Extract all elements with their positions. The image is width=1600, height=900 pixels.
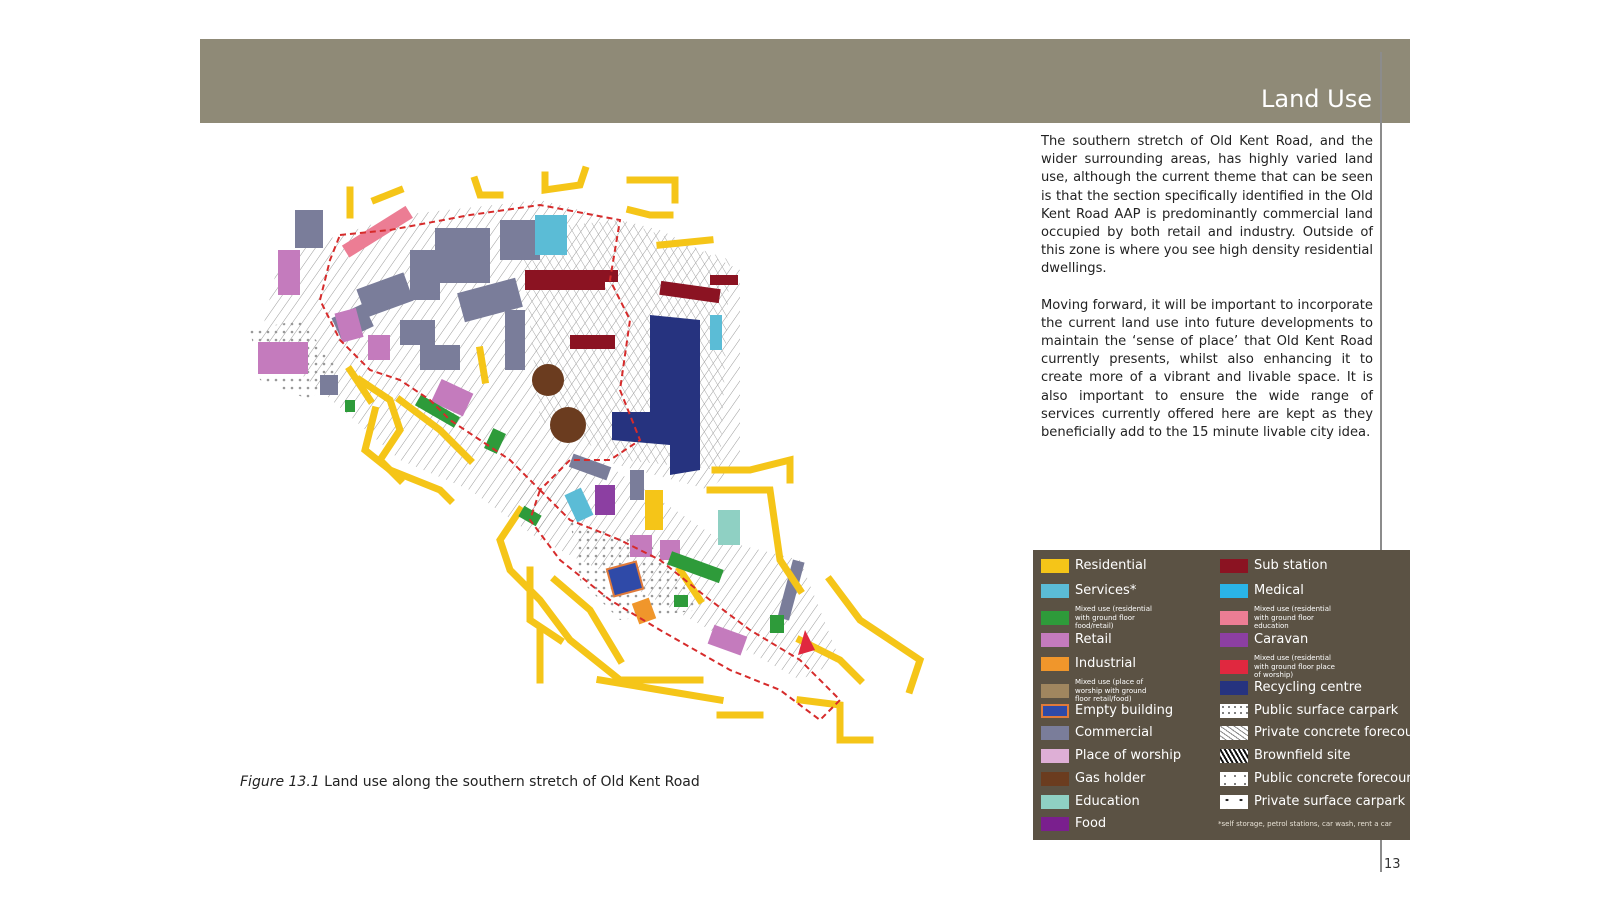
legend-label: Mixed use (residential with ground floor education (1254, 605, 1331, 630)
legend-label: Residential (1075, 558, 1147, 573)
legend-item (1220, 771, 1417, 786)
legend-item (1041, 605, 1163, 631)
body-text (1041, 133, 1373, 460)
legend-item (1041, 771, 1145, 786)
medical-building (710, 315, 722, 350)
figure-caption-text: Land use along the southern stretch of Old Kent Road (319, 774, 700, 790)
legend-label: Empty building (1075, 703, 1174, 718)
legend-item (1220, 794, 1405, 809)
legend-label: Recycling centre (1254, 680, 1362, 695)
legend-swatch (1041, 726, 1069, 740)
legend-label: Mixed use (residential with ground floor place of worship) (1254, 654, 1335, 679)
legend-swatch (1041, 749, 1069, 763)
industrial-building (645, 490, 663, 530)
legend-item (1041, 748, 1181, 763)
legend-label: Brownfield site (1254, 748, 1351, 763)
legend-swatch (1041, 684, 1069, 698)
legend-swatch (1041, 817, 1069, 831)
gas-holder (550, 407, 586, 443)
legend-swatch (1041, 657, 1069, 671)
legend-item (1041, 703, 1173, 718)
legend-label: Commercial (1075, 725, 1153, 740)
legend-swatch (1220, 704, 1248, 718)
legend-item (1041, 816, 1106, 831)
legend-swatch (1220, 660, 1248, 674)
page-number: 13 (1384, 857, 1401, 872)
legend-swatch (1220, 772, 1248, 786)
land-use-map (240, 160, 960, 780)
legend-item (1041, 678, 1163, 704)
legend-item (1220, 725, 1424, 740)
legend-label: Public surface carpark (1254, 703, 1399, 718)
legend-label: Private surface carpark (1254, 794, 1406, 809)
paragraph: The southern stretch of Old Kent Road, and the wider surrounding areas, has highly varied land use, although the current theme that can be seen is that the section specifically identified in the Old Kent Road AAP is predominantly commercial land occupied by both retail and industry. Outside of this zone is where you see high density residential dwellings. (1041, 134, 1373, 277)
medical-building (535, 215, 567, 255)
figure-number: Figure 13.1 (240, 774, 320, 790)
legend-swatch (1220, 795, 1248, 809)
legend-label: Gas holder (1075, 771, 1146, 786)
legend-item (1041, 583, 1136, 598)
legend-label: Food (1075, 816, 1107, 831)
legend-item (1220, 654, 1342, 680)
legend-item (1041, 794, 1140, 809)
legend-swatch (1220, 559, 1248, 573)
legend-item (1220, 703, 1398, 718)
figure-caption (240, 774, 700, 790)
legend-item (1041, 656, 1136, 671)
gas-holder (532, 364, 564, 396)
legend-swatch (1041, 559, 1069, 573)
education-building (718, 510, 740, 545)
legend-swatch (1041, 611, 1069, 625)
legend-swatch (1041, 704, 1069, 718)
legend-swatch (1220, 633, 1248, 647)
legend-item (1220, 632, 1308, 647)
legend-label: Industrial (1075, 656, 1136, 671)
legend-swatch (1041, 584, 1069, 598)
legend-swatch (1220, 726, 1248, 740)
legend-item (1041, 725, 1153, 740)
legend-swatch (1220, 584, 1248, 598)
legend-item (1220, 558, 1328, 573)
legend-label: Caravan (1254, 632, 1309, 647)
legend-item (1220, 605, 1342, 631)
legend-item (1041, 558, 1147, 573)
legend-item (1220, 583, 1304, 598)
legend (1033, 550, 1424, 840)
legend-label: Place of worship (1075, 748, 1182, 763)
legend-label: Services* (1075, 583, 1137, 598)
legend-footnote: *self storage, petrol stations, car wash, rent a car (1218, 820, 1392, 828)
caravan-site (595, 485, 615, 515)
section-title: Land Use (1261, 85, 1372, 113)
legend-item (1041, 632, 1112, 647)
legend-label: Retail (1075, 632, 1112, 647)
legend-label: Mixed use (place of worship with ground floor retail/food) (1075, 678, 1147, 703)
legend-label: Mixed use (residential with ground floor food/retail) (1075, 605, 1152, 630)
legend-swatch (1220, 749, 1248, 763)
legend-swatch (1220, 681, 1248, 695)
paragraph: Moving forward, it will be important to incorporate the current land use into future developments to maintain the ‘sense of place’ that Old Kent Road currently presents, whilst also enhancing it to create more of a vibrant and livable space. It is also important to ensure the wide range of services currently offered here are kept as they beneficially add to the 15 minute livable city idea. (1041, 297, 1373, 441)
legend-label: Public concrete forecourt (1254, 771, 1417, 786)
header-band (200, 39, 1410, 123)
legend-label: Private concrete forecourt (1254, 725, 1424, 740)
legend-label: Education (1075, 794, 1140, 809)
legend-swatch (1220, 611, 1248, 625)
legend-swatch (1041, 795, 1069, 809)
legend-item (1220, 680, 1362, 695)
legend-label: Sub station (1254, 558, 1328, 573)
legend-label: Medical (1254, 583, 1304, 598)
legend-swatch (1041, 772, 1069, 786)
legend-item (1220, 748, 1350, 763)
legend-swatch (1041, 633, 1069, 647)
